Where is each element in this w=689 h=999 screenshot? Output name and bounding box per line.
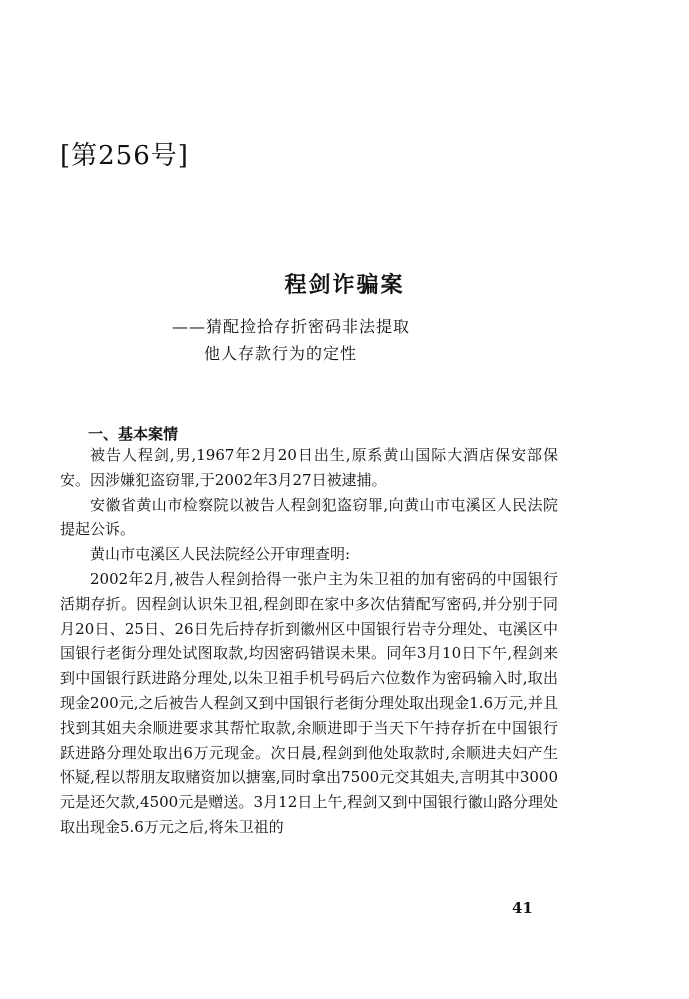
body-text xyxy=(60,443,558,840)
case-title: 程剑诈骗案 xyxy=(284,272,405,298)
page-number: 41 xyxy=(512,899,533,917)
paragraph-trial-finding: 黄山市屯溪区人民法院经公开审理查明: xyxy=(90,545,351,564)
paragraph-prosecution: 安徽省黄山市检察院以被告人程剑犯盗窃罪,向黄山市屯溪区人民法院提起公诉。 xyxy=(60,495,558,539)
section-heading: 一、基本案情 xyxy=(88,425,179,443)
paragraph-facts: 2002年2月,被告人程剑拾得一张户主为朱卫祖的加有密码的中国银行活期存折。因程剑认识朱卫祖,程剑即在家中多次估猜配写密码,并分别于同月20日、25日、26日先后持存折到徽州区中国银行岩寺分理处、屯溪区中国银行老街分理处试图取款,均因密码错误未果。同年3月10日下午,程剑来到中国银行跃进路分理处,以朱卫祖手机号码后六位数作为密码输入时,取出现金200元,之后被告人程剑又到中国银行老街分理处取出现金1.6万元,并且找到其姐夫余顺进要求其帮忙取款,余顺进即于当天下午持存折在中国银行跃进路分理处取出6万元现金。次日晨,程剑到他处取款时,余顺进夫妇产生怀疑,程以帮朋友取赌资加以搪塞,同时拿出7500元交其姐夫,言明其中3000元是还欠款,4500元是赠送。3月12日上午,程剑又到中国银行徽山路分理处取出现金5.6万元之后,将朱卫祖的 xyxy=(60,569,558,836)
paragraph-defendant-info: 被告人程剑,男,1967年2月20日出生,原系黄山国际大酒店保安部保安。因涉嫌犯盗窃罪,于2002年3月27日被逮捕。 xyxy=(60,446,558,489)
case-number: [第256号] xyxy=(60,141,189,171)
subtitle-line-2: 他人存款行为的定性 xyxy=(204,344,358,363)
subtitle-line-1: ——猜配捡拾存折密码非法提取 xyxy=(172,317,411,336)
